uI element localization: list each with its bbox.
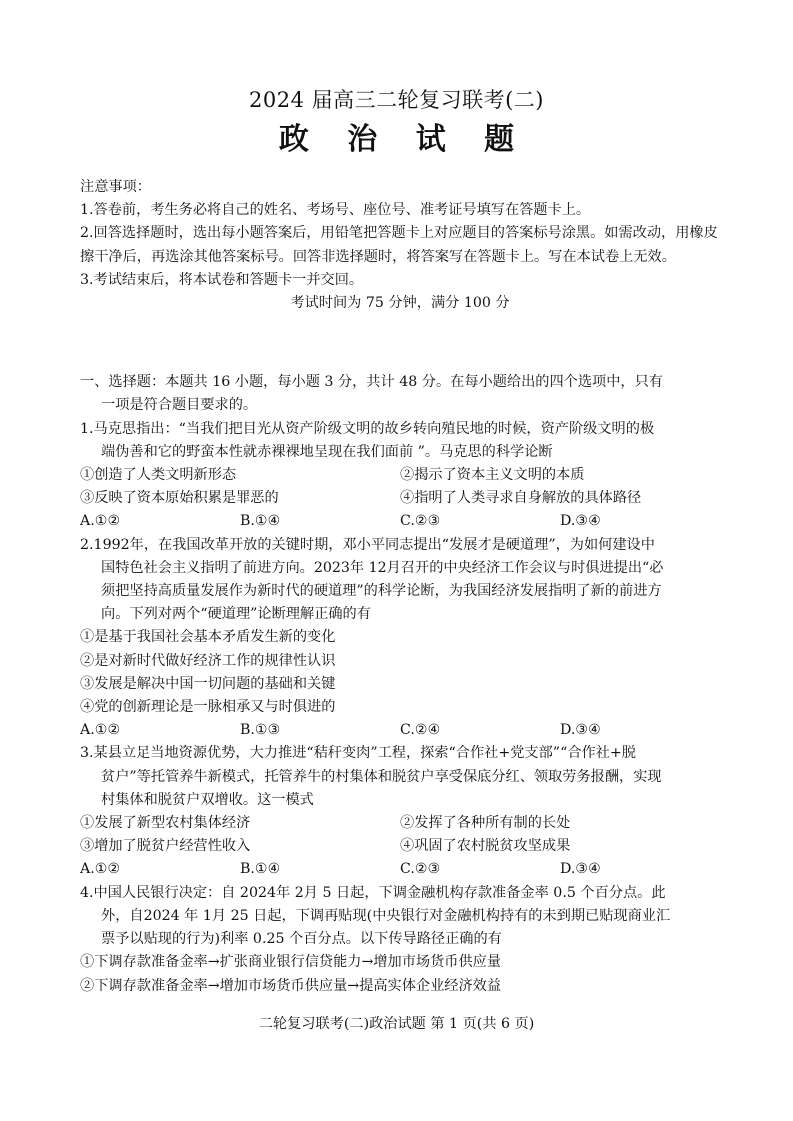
q1-stem: 1.马克思指出：“当我们把目光从资产阶级文明的故乡转向殖民地的时候，资产阶级文明的极 bbox=[80, 420, 655, 437]
q4-statement: ②下调存款准备金率→增加市场货币供应量→提高实体企业经济效益 bbox=[80, 977, 502, 994]
notes-heading: 注意事项： bbox=[80, 179, 151, 195]
q2-stem-cont: 向。下列对两个“硬道理”论断理解正确的有 bbox=[101, 606, 371, 623]
spacer bbox=[80, 315, 720, 371]
section-heading: 一、选择题：本题共 16 小题，每小题 3 分，共计 48 分。在每小题给出的四个选项中，只有 bbox=[80, 374, 663, 391]
q3-statement: ④巩固了农村脱贫攻坚成果 bbox=[400, 838, 571, 855]
q1-choice-c: C.②③ bbox=[400, 513, 441, 530]
q4-stem-cont: 外，自2024 年 1月 25 日起，下调再贴现(中央银行对金融机构持有的未到期已贴现商业汇 bbox=[101, 907, 671, 924]
note-item: 2.回答选择题时，选出每小题答案后，用铅笔把答题卡上对应题目的答案标号涂黑。如需改动，用橡皮擦干净后，再选涂其他答案标号。回答非选择题时，将答案写在答题卡上。写在本试卷上无效。 bbox=[80, 225, 718, 265]
q2-stem-cont: 须把坚持高质量发展作为新时代的硬道理”的科学论断，为我国经济发展指明了新的前进方 bbox=[101, 583, 662, 600]
q2-choice-b: B.①③ bbox=[240, 722, 281, 739]
q1-choices bbox=[80, 510, 720, 533]
q3-stem-cont: 村集体和脱贫户双增收。这一模式 bbox=[101, 791, 314, 808]
q2-statement: ②是对新时代做好经济工作的规律性认识 bbox=[80, 652, 336, 669]
q2-stem-cont: 国特色社会主义指明了前进方向。2023年 12月召开的中央经济工作会议与时俱进提出“必 bbox=[101, 559, 664, 576]
q3-statement: ③增加了脱贫户经营性收入 bbox=[80, 838, 251, 855]
q3-statement: ②发挥了各种所有制的长处 bbox=[400, 815, 571, 832]
q3-choice-d: D.③④ bbox=[560, 861, 601, 878]
q4-statement: ①下调存款准备金率→扩张商业银行信贷能力→增加市场货币供应量 bbox=[80, 954, 502, 971]
q2-choices bbox=[80, 719, 720, 742]
q1-choice-a: A.①② bbox=[80, 513, 121, 530]
section-heading-cont: 一项是符合题目要求的。 bbox=[101, 397, 258, 414]
exam-title: 2024 届高三二轮复习联考(二) bbox=[248, 88, 544, 112]
q3-statement: ①发展了新型农村集体经济 bbox=[80, 815, 251, 832]
q1-statements-row bbox=[80, 464, 720, 487]
q3-stem: 3.某县立足当地资源优势，大力推进“秸秆变肉”工程，探索“合作社+党支部”“合作社+脱 bbox=[80, 745, 636, 762]
note-item: 3.考试结束后，将本试卷和答题卡一并交回。 bbox=[80, 271, 364, 288]
q3-statements-row bbox=[80, 812, 720, 835]
q2-statement: ①是基于我国社会基本矛盾发生新的变化 bbox=[80, 629, 336, 646]
exam-time: 考试时间为 75 分钟，满分 100 分 bbox=[290, 295, 510, 312]
q2-stem: 2.1992年，在我国改革开放的关键时期，邓小平同志提出“发展才是硬道理”，为如何建设中 bbox=[80, 536, 655, 553]
q2-choice-c: C.②④ bbox=[400, 722, 441, 739]
q2-statement: ③发展是解决中国一切问题的基础和关键 bbox=[80, 675, 336, 692]
page-footer: 二轮复习联考(二)政治试题 第 1 页(共 6 页) bbox=[258, 1016, 535, 1032]
q4-stem-cont: 票予以贴现的行为)利率 0.25 个百分点。以下传导路径正确的有 bbox=[101, 931, 502, 948]
q2-statement: ④党的创新理论是一脉相承又与时俱进的 bbox=[80, 699, 336, 716]
subject-title: 政 治 试 题 bbox=[278, 122, 529, 157]
q4-stem: 4.中国人民银行决定：自 2024年 2月 5 日起，下调金融机构存款准备金率 0.5 个百分点。此 bbox=[80, 884, 666, 901]
q3-statements-row bbox=[80, 835, 720, 858]
q3-choice-a: A.①② bbox=[80, 861, 121, 878]
q3-stem-cont: 贫户”等托管养牛新模式，托管养牛的村集体和脱贫户享受保底分红、领取劳务报酬，实现 bbox=[101, 768, 662, 785]
q1-statement: ①创造了人类文明新形态 bbox=[80, 467, 237, 484]
q3-choice-c: C.②③ bbox=[400, 861, 441, 878]
q3-choices bbox=[80, 858, 720, 881]
q2-choice-d: D.③④ bbox=[560, 722, 601, 739]
q1-statement: ③反映了资本原始积累是罪恶的 bbox=[80, 490, 279, 507]
q1-statement: ②揭示了资本主义文明的本质 bbox=[400, 467, 585, 484]
q1-statements-row bbox=[80, 487, 720, 510]
q2-choice-a: A.①② bbox=[80, 722, 121, 739]
q3-choice-b: B.①④ bbox=[240, 861, 281, 878]
note-item: 1.答卷前，考生务必将自己的姓名、考场号、座位号、准考证号填写在答题卡上。 bbox=[80, 202, 591, 219]
q1-choice-d: D.③④ bbox=[560, 513, 601, 530]
q1-stem-cont: 端伪善和它的野蛮本性就赤裸裸地呈现在我们面前 ”。马克思的科学论断 bbox=[101, 443, 553, 460]
q1-statement: ④指明了人类寻求自身解放的具体路径 bbox=[400, 490, 642, 507]
exam-body bbox=[80, 176, 720, 998]
q1-choice-b: B.①④ bbox=[240, 513, 281, 530]
